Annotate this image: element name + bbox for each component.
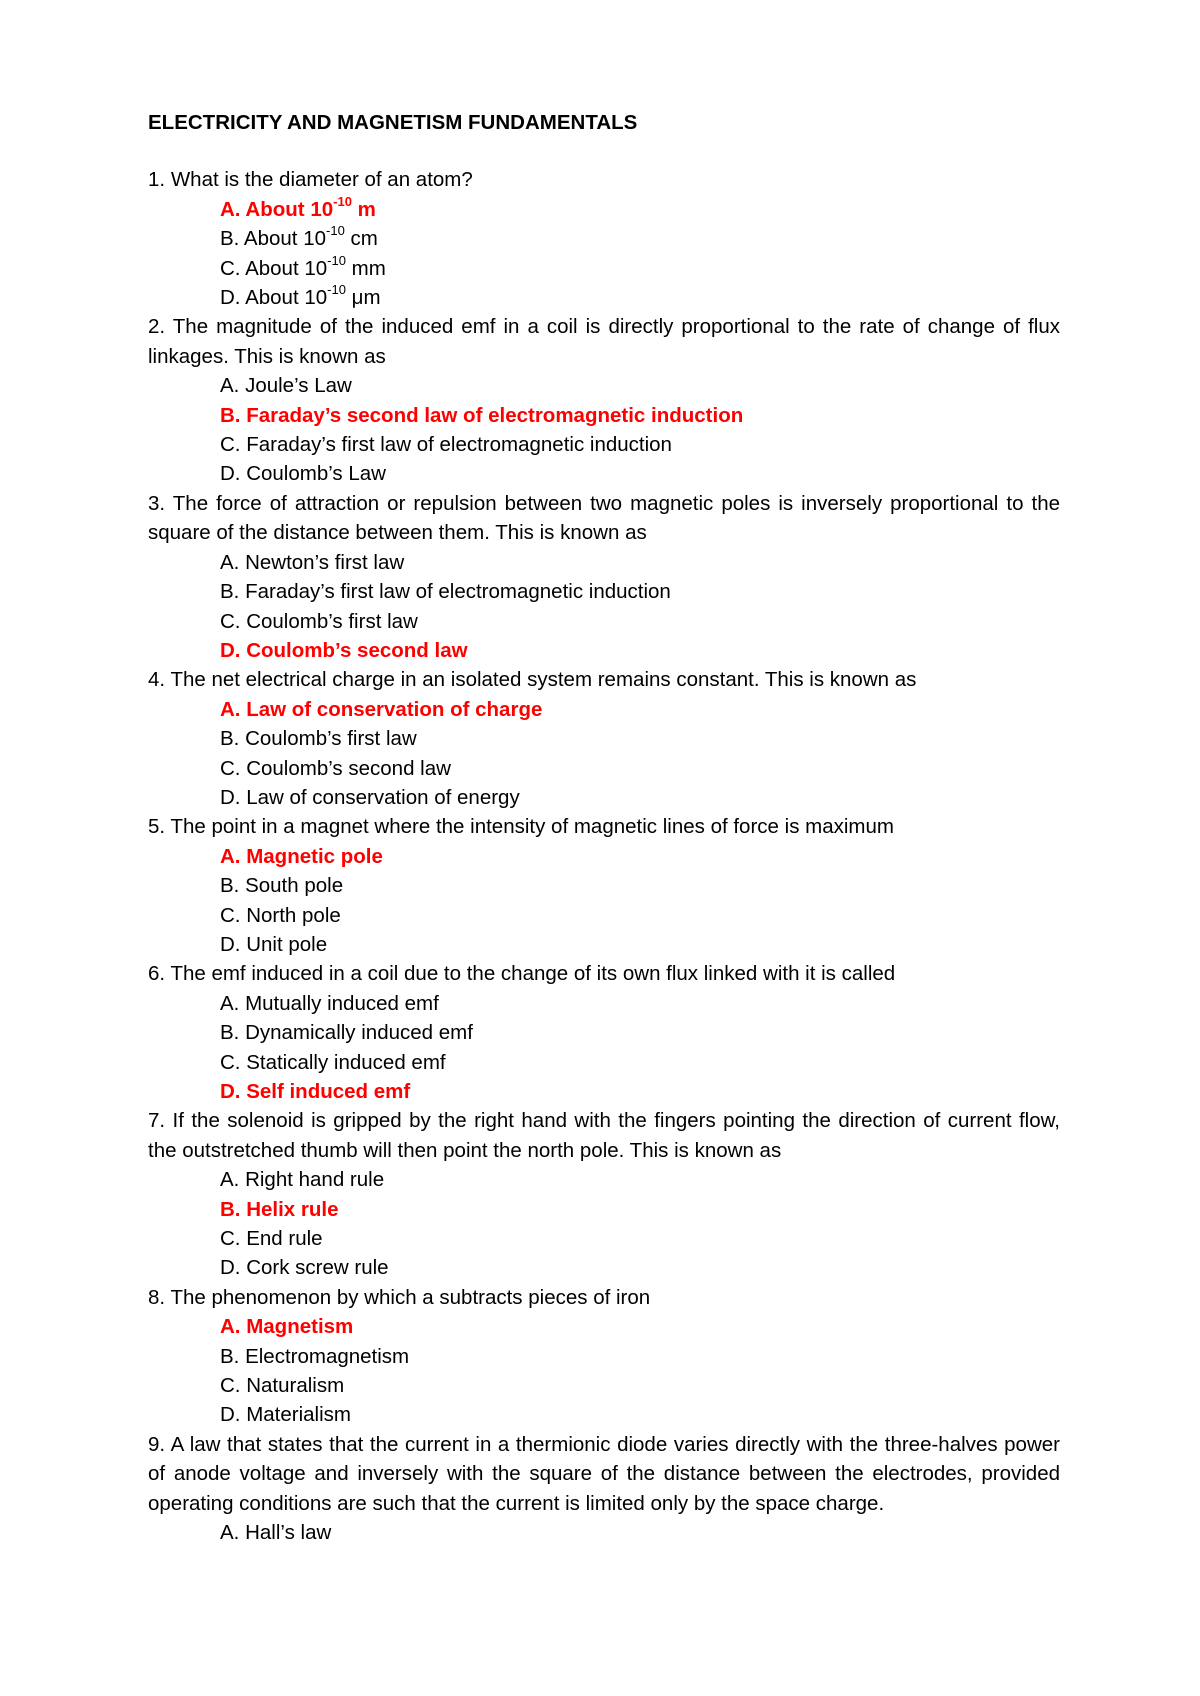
question-5	[148, 812, 1060, 841]
question-number: 7.	[148, 1109, 166, 1133]
correct-answer-option: D. Self induced emf	[220, 1080, 411, 1103]
exponent: -10	[327, 252, 346, 268]
exponent: -10	[326, 223, 345, 239]
answer-option: B. Electromagnetism	[220, 1344, 410, 1368]
answer-option: C. End rule	[220, 1227, 323, 1251]
question-text: The net electrical charge in an isolated system remains constant. This is known as	[170, 668, 917, 692]
answer-option: D. Law of conservation of energy	[220, 785, 520, 809]
question-text: The magnitude of the induced emf in a coil is directly proportional to the rate of change of flux linkages. This is known as	[148, 315, 1061, 368]
answer-option: B. Faraday’s first law of electromagnetic induction	[220, 580, 671, 604]
answer-option: B. Dynamically induced emf	[220, 1021, 473, 1045]
question-text: The emf induced in a coil due to the change of its own flux linked with it is called	[170, 962, 896, 986]
correct-answer-option: A. Magnetism	[220, 1315, 354, 1339]
answer-option: B. Coulomb’s first law	[220, 727, 417, 751]
answer-option: D. Unit pole	[220, 932, 328, 956]
question-text: The force of attraction or repulsion between two magnetic poles is inversely proportional to the square of the distance between them. This is known as	[148, 491, 1060, 545]
answer-option: D. Materialism	[220, 1403, 351, 1427]
document-page	[148, 108, 1060, 1548]
question-number: 6.	[148, 962, 166, 986]
question-number: 8.	[148, 1285, 166, 1309]
question-8	[148, 1283, 1060, 1312]
answer-option: D. Cork screw rule	[220, 1256, 389, 1280]
exponent: -10	[327, 282, 346, 298]
answer-option: C. Faraday’s first law of electromagnetic induction	[220, 433, 672, 457]
correct-answer-option: A. Law of conservation of charge	[220, 697, 543, 721]
answer-option: C. Coulomb’s first law	[220, 609, 418, 633]
answer-option: D. About $10^{-10}$ μm	[220, 282, 381, 310]
question-number: 3.	[148, 491, 166, 515]
document-title: ELECTRICITY AND MAGNETISM FUNDAMENTALS	[148, 111, 638, 134]
question-2	[148, 312, 1060, 371]
correct-answer-option: B. Faraday’s second law of electromagnetic induction	[220, 403, 744, 427]
question-3	[148, 489, 1060, 548]
question-number: 4.	[148, 668, 166, 692]
exponent: -10	[333, 193, 352, 209]
question-list	[148, 165, 1060, 1547]
question-9	[148, 1430, 1060, 1518]
question-number: 1.	[148, 168, 166, 192]
answer-option: C. Naturalism	[220, 1374, 345, 1398]
answer-option: B. About $10^{-10}$ cm	[220, 223, 378, 251]
answer-option: B. South pole	[220, 874, 344, 898]
answer-option: A. Joule’s Law	[220, 374, 352, 398]
answer-option: C. About $10^{-10}$ mm	[220, 252, 386, 280]
question-text: A law that states that the current in a thermionic diode varies directly with the three-halves power of anode voltage and inversely with the square of the distance between the electrodes, provided operating conditions are such that the current is limited only by the space charge.	[148, 1432, 1060, 1515]
question-text: The phenomenon by which a subtracts pieces of iron	[170, 1285, 651, 1309]
question-number: 2.	[148, 315, 166, 339]
answer-option: A. Hall’s law	[220, 1521, 332, 1545]
question-text: What is the diameter of an atom?	[170, 168, 473, 192]
question-7	[148, 1106, 1060, 1165]
correct-answer-option: D. Coulomb’s second law	[220, 638, 468, 662]
answer-option: C. Statically induced emf	[220, 1050, 446, 1074]
answer-option: C. Coulomb’s second law	[220, 756, 451, 780]
question-4	[148, 665, 1060, 694]
question-1	[148, 165, 1060, 194]
answer-option: D. Coulomb’s Law	[220, 462, 386, 486]
answer-option: C. North pole	[220, 903, 341, 927]
question-number: 9.	[148, 1432, 166, 1456]
correct-answer-option: B. Helix rule	[220, 1197, 339, 1221]
answer-option: A. Right hand rule	[220, 1168, 385, 1192]
answer-option: A. Mutually induced emf	[220, 991, 439, 1015]
correct-answer-option: A. Magnetic pole	[220, 844, 383, 868]
answer-option: A. Newton’s first law	[220, 550, 405, 574]
correct-answer-option: A. About $10^{-10}$ m	[220, 193, 376, 221]
question-number: 5.	[148, 815, 166, 839]
question-text: The point in a magnet where the intensity of magnetic lines of force is maximum	[170, 815, 894, 839]
question-text: If the solenoid is gripped by the right hand with the fingers pointing the direction of current flow, the outstretched thumb will then point the north pole. This is known as	[148, 1109, 1060, 1162]
question-6	[148, 959, 1060, 988]
